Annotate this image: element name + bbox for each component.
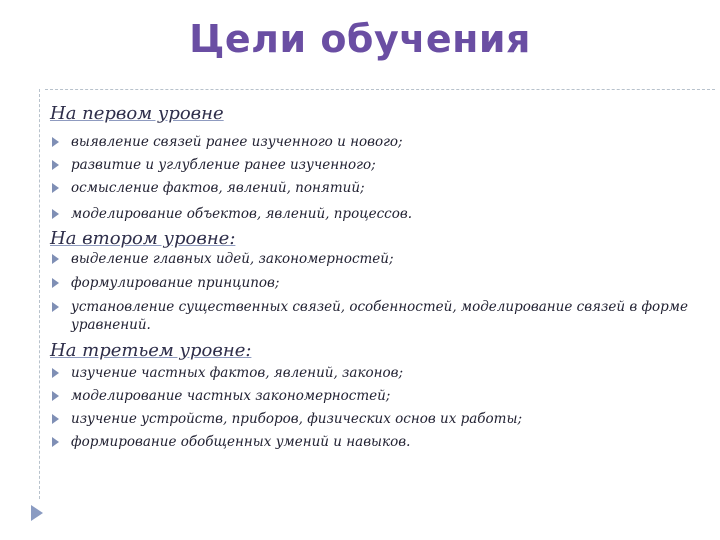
list-item	[50, 133, 690, 151]
list-item-text: моделирование объектов, явлений, процессов.	[71, 206, 413, 222]
list-item	[50, 250, 690, 268]
list-item	[50, 364, 690, 382]
triangle-bullet-icon	[52, 437, 59, 447]
list-item-text: установление существенных связей, особенностей, моделирование связей в форме уравнений.	[71, 299, 688, 333]
triangle-bullet-icon	[52, 137, 59, 147]
next-slide-arrow-icon[interactable]	[31, 505, 43, 521]
list-item-text: выделение главных идей, закономерностей;	[71, 251, 394, 267]
section-heading-level-3: На третьем уровне:	[50, 340, 252, 361]
list-item	[50, 298, 690, 334]
list-item	[50, 179, 690, 197]
list-item-text: осмысление фактов, явлений, понятий;	[71, 180, 365, 196]
triangle-bullet-icon	[52, 302, 59, 312]
list-item-text: моделирование частных закономерностей;	[71, 388, 391, 404]
list-item	[50, 205, 690, 223]
list-item	[50, 387, 690, 405]
triangle-bullet-icon	[52, 183, 59, 193]
section-heading-level-1: На первом уровне	[50, 103, 224, 124]
list-item-text: выявление связей ранее изученного и нового;	[71, 134, 403, 150]
triangle-bullet-icon	[52, 368, 59, 378]
section-heading-level-2: На втором уровне:	[50, 228, 236, 249]
list-item	[50, 274, 690, 292]
level-2-list	[50, 250, 690, 334]
list-item-text: изучение устройств, приборов, физических основ их работы;	[71, 411, 522, 427]
level-3-list	[50, 364, 690, 451]
list-item-text: развитие и углубление ранее изученного;	[71, 157, 376, 173]
list-item-text: изучение частных фактов, явлений, законов;	[71, 365, 404, 381]
triangle-bullet-icon	[52, 160, 59, 170]
slide-content	[50, 103, 690, 456]
title-divider	[45, 89, 715, 90]
slide-title: Цели обучения	[189, 17, 531, 61]
left-divider	[39, 89, 40, 499]
list-item-text: формулирование принципов;	[71, 275, 280, 291]
list-item	[50, 410, 690, 428]
triangle-bullet-icon	[52, 209, 59, 219]
triangle-bullet-icon	[52, 278, 59, 288]
list-item-text: формирование обобщенных умений и навыков.	[71, 434, 411, 450]
triangle-bullet-icon	[52, 414, 59, 424]
list-item	[50, 433, 690, 451]
triangle-bullet-icon	[52, 391, 59, 401]
triangle-bullet-icon	[52, 254, 59, 264]
level-1-list	[50, 133, 690, 223]
list-item	[50, 156, 690, 174]
